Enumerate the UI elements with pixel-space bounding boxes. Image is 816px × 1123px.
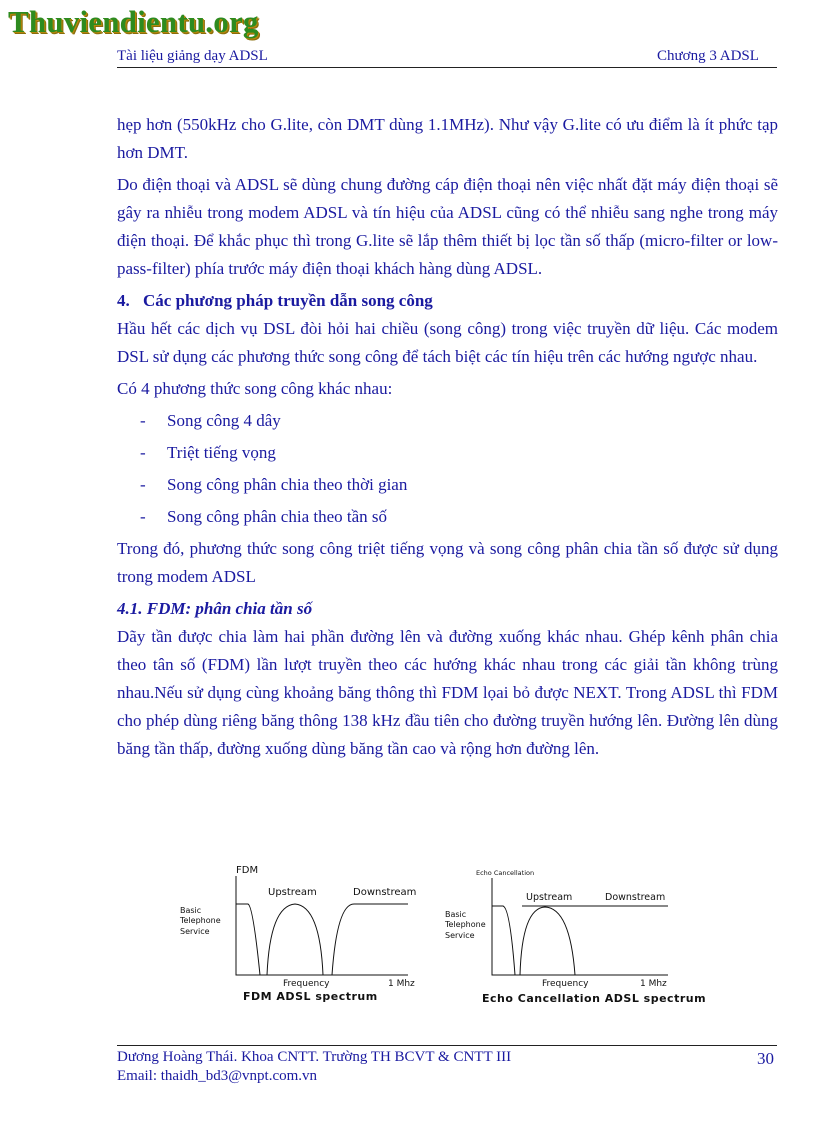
fdm-basic-label: Basic xyxy=(180,906,202,915)
fdm-spectrum-figure xyxy=(179,865,416,1003)
fdm-downstream-label: Downstream xyxy=(353,887,417,898)
echo-downstream-label: Downstream xyxy=(605,892,666,903)
fdm-service-label: Service xyxy=(180,927,210,936)
fdm-frequency-label: Frequency xyxy=(283,979,330,989)
paragraph-filter: Do điện thoại và ADSL sẽ dùng chung đường cáp điện thoại nên việc nhất đặt máy điện thoại sẽ gây ra nhiễu trong modem ADSL và tín hiệu của ADSL cũng có thể nhiễu sang nghe trong máy điện thoại. Để khắc phục thì trong G.lite sẽ lắp thêm thiết bị lọc tần số thấp (micro-filter or low-pass-filter) phía trước máy điện thoại khách hàng dùng ADSL. xyxy=(117,175,778,278)
list-item-text: Triệt tiếng vọng xyxy=(167,443,276,462)
fdm-upstream-band xyxy=(267,904,323,975)
list-item xyxy=(140,407,778,435)
paragraph-glite: hẹp hơn (550kHz cho G.lite, còn DMT dùng 1.1MHz). Như vậy G.lite có ưu điểm là ít phức tạp hơn DMT. xyxy=(117,115,778,162)
site-logo: Thuviendientu.org xyxy=(8,4,259,39)
header-rule xyxy=(117,67,777,68)
section-heading-4-1: 4.1. FDM: phân chia tần số xyxy=(117,599,313,618)
duplex-methods-list xyxy=(117,407,778,531)
section-heading-4 xyxy=(117,287,778,315)
list-dash: - xyxy=(140,411,146,430)
echo-spectrum-figure xyxy=(444,869,706,1005)
echo-service-label: Service xyxy=(445,931,475,940)
page-number: 30 xyxy=(757,1049,774,1068)
fdm-downstream-band xyxy=(332,904,408,975)
echo-1mhz-label: 1 Mhz xyxy=(640,979,667,989)
fdm-upstream-label: Upstream xyxy=(268,887,317,898)
paragraph-fdm: Dãy tần được chia làm hai phần đường lên và đường xuống khác nhau. Ghép kênh phân chia theo tân số (FDM) lần lượt truyền theo các hướng khác nhau trong các giải tần không trùng nhau.Nếu sử dụng cùng khoảng băng thông thì FDM lọai bỏ được NEXT. Trong ADSL thì FDM cho phép dùng riêng băng thông 138 kHz đầu tiên cho đường truyền hướng lên. Đường lên dùng băng tần thấp, đường xuống dùng băng tần cao và rộng hơn đường lên. xyxy=(117,627,778,758)
footer-rule xyxy=(117,1045,777,1046)
list-dash: - xyxy=(140,443,146,462)
echo-label: Echo Cancellation xyxy=(476,869,535,877)
spectrum-figures xyxy=(170,862,730,1012)
echo-pots-band xyxy=(492,906,515,975)
echo-frequency-label: Frequency xyxy=(542,979,589,989)
page-body xyxy=(117,111,778,767)
fdm-pots-band xyxy=(236,904,260,975)
list-item-text: Song công 4 dây xyxy=(167,411,281,430)
section-title: Các phương pháp truyền dẫn song công xyxy=(143,291,433,310)
list-item xyxy=(140,439,778,467)
fdm-caption: FDM ADSL spectrum xyxy=(243,990,378,1003)
echo-basic-label: Basic xyxy=(445,910,467,919)
header-doc-title: Tài liệu giảng dạy ADSL xyxy=(117,48,268,64)
fdm-telephone-label: Telephone xyxy=(180,916,221,925)
echo-telephone-label: Telephone xyxy=(445,920,486,929)
fdm-label: FDM xyxy=(236,865,259,876)
list-item-text: Song công phân chia theo tần số xyxy=(167,507,388,526)
paragraph-duplex: Hầu hết các dịch vụ DSL đòi hỏi hai chiều (song công) trong việc truyền dữ liệu. Các modem DSL sử dụng các phương thức song công để tách biệt các tín hiệu trên các hướng ngược nhau. xyxy=(117,319,778,366)
paragraph-adsl-methods: Trong đó, phương thức song công triệt tiếng vọng và song công phân chia tần số được sử dụng trong modem ADSL xyxy=(117,539,778,586)
footer-email: Email: thaidh_bd3@vnpt.com.vn xyxy=(117,1068,318,1084)
list-item xyxy=(140,503,778,531)
echo-upstream-band xyxy=(520,907,575,975)
list-item-text: Song công phân chia theo thời gian xyxy=(167,475,408,494)
echo-caption: Echo Cancellation ADSL spectrum xyxy=(482,992,707,1005)
fdm-1mhz-label: 1 Mhz xyxy=(388,979,415,989)
list-dash: - xyxy=(140,507,146,526)
list-item xyxy=(140,471,778,499)
section-number: 4. xyxy=(117,291,130,310)
list-dash: - xyxy=(140,475,146,494)
paragraph-methods-intro: Có 4 phương thức song công khác nhau: xyxy=(117,379,393,398)
header-chapter: Chương 3 ADSL xyxy=(657,48,759,64)
echo-upstream-label: Upstream xyxy=(526,892,573,903)
footer-author: Dương Hoàng Thái. Khoa CNTT. Trường TH BCVT & CNTT III xyxy=(117,1049,512,1065)
